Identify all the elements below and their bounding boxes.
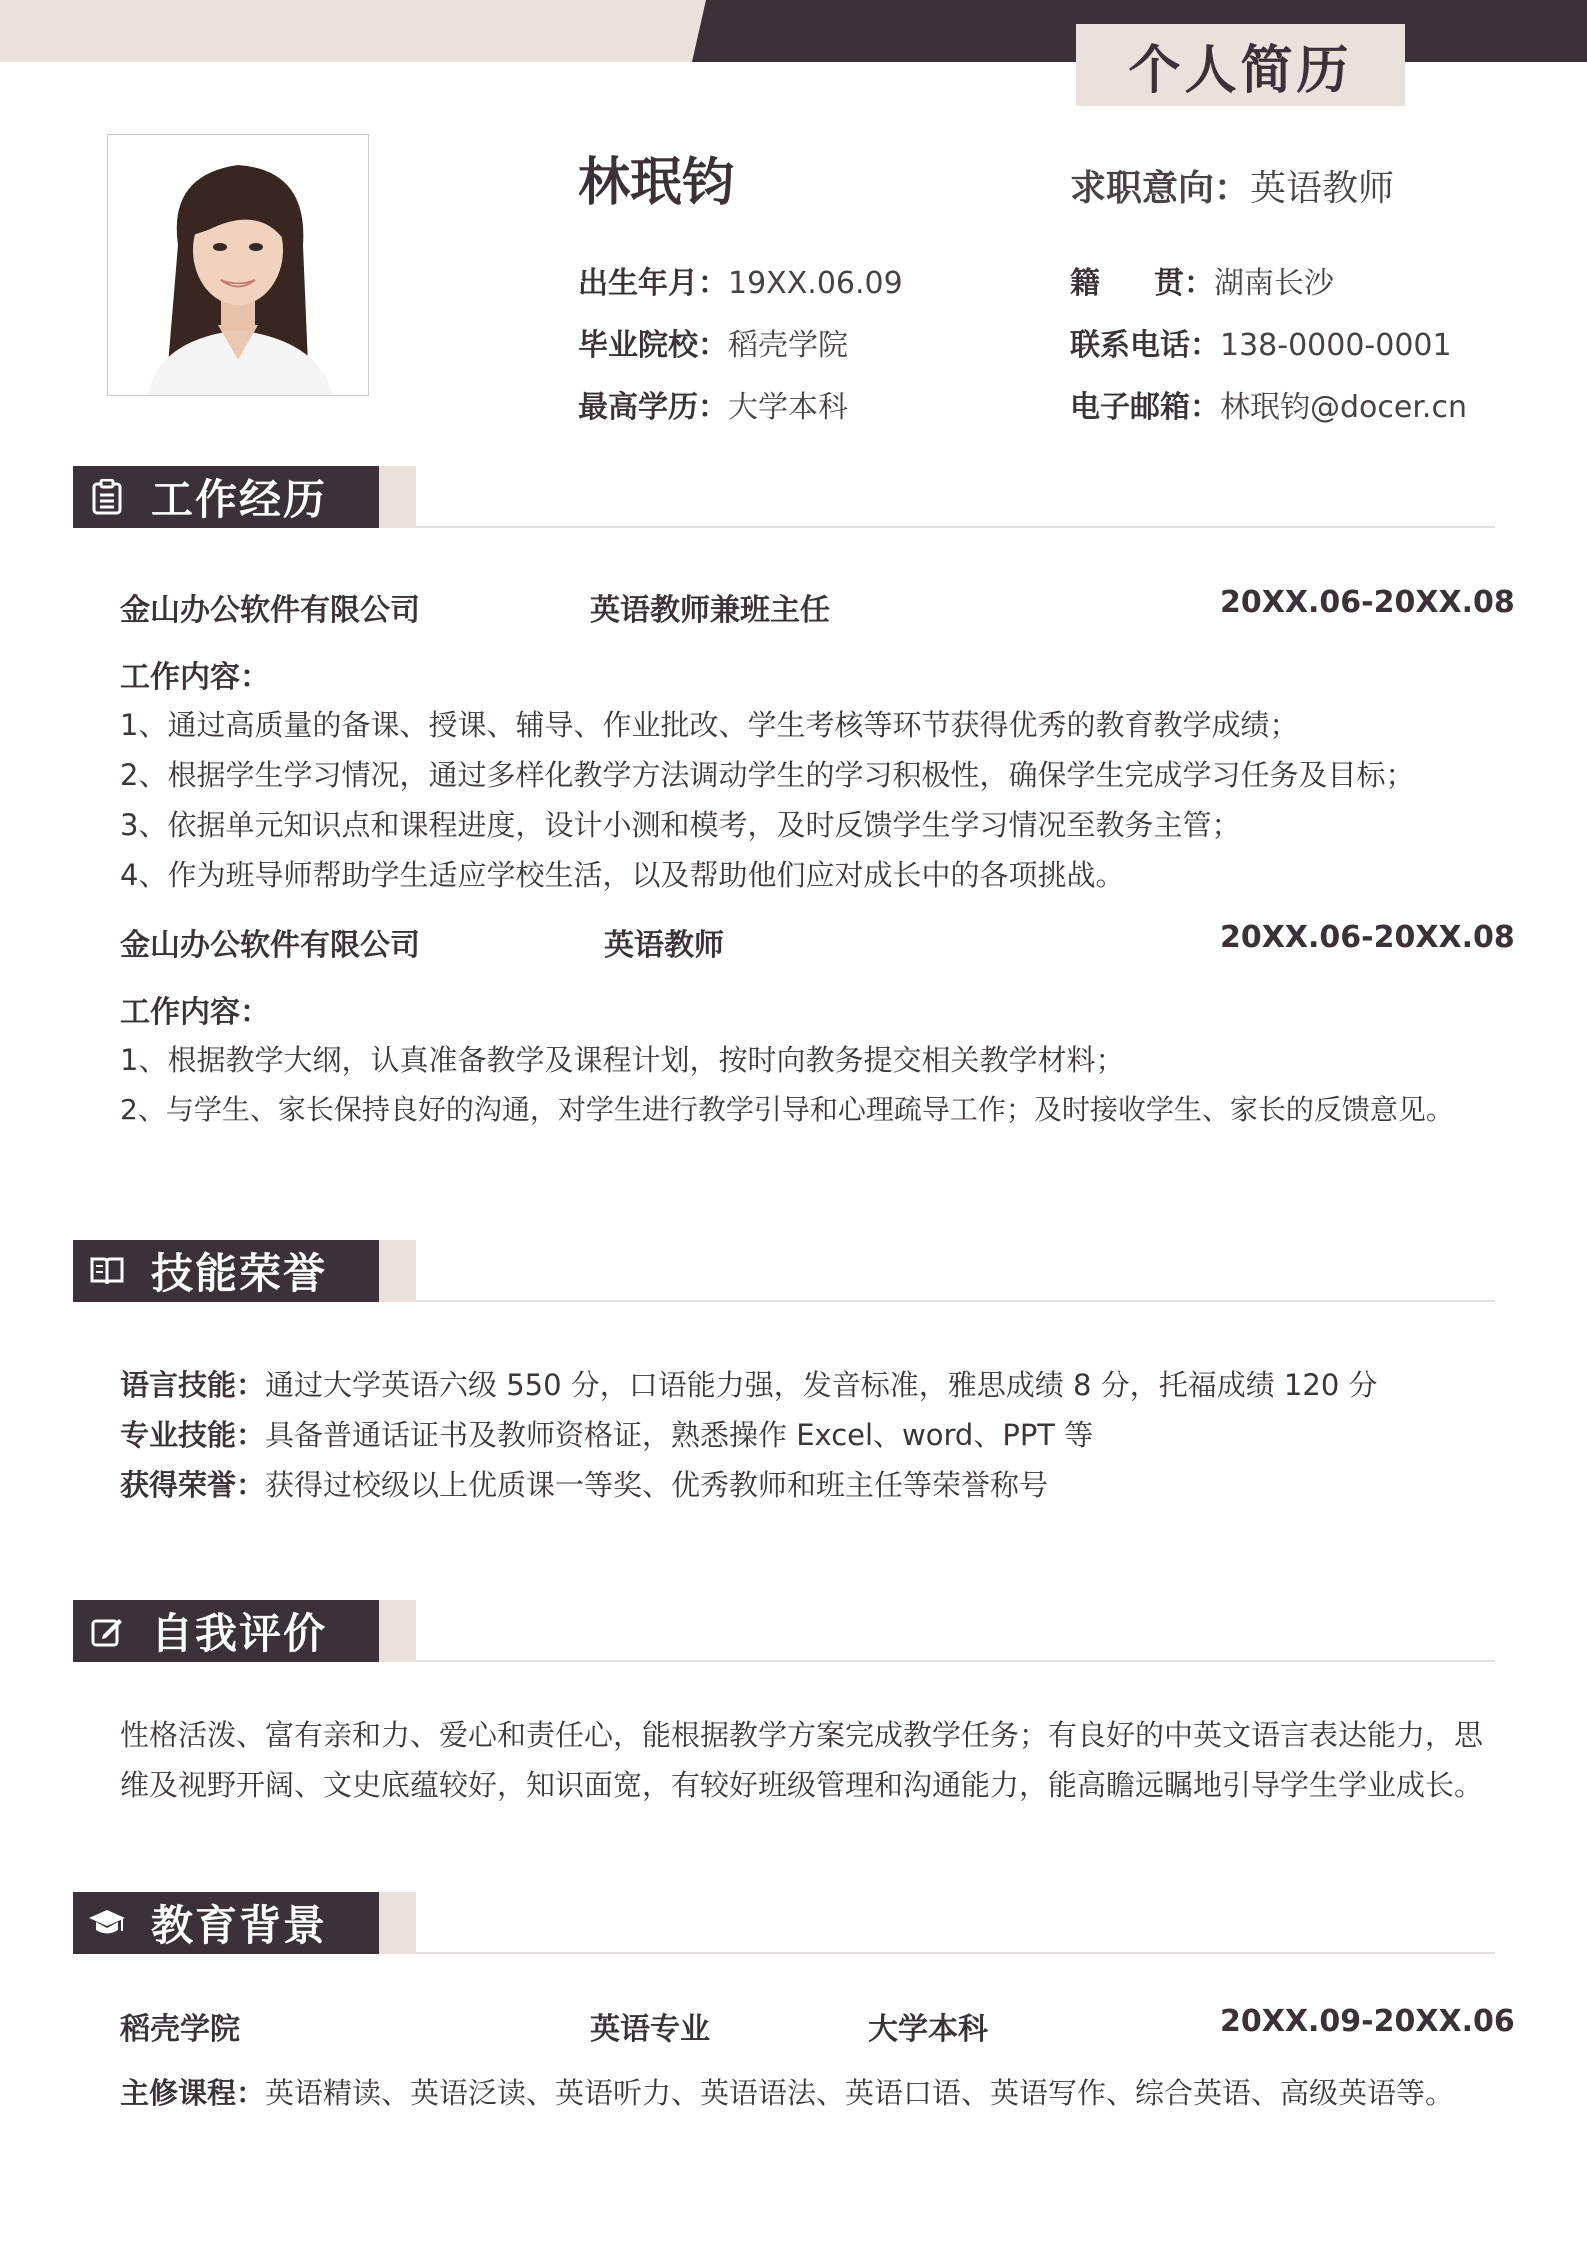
profile-photo	[107, 134, 369, 396]
edu-degree: 大学本科	[868, 2012, 988, 2047]
book-icon	[87, 1251, 127, 1291]
native-row	[1070, 258, 1334, 302]
phone-label: 联系电话：	[1070, 328, 1220, 363]
edu-courses-label: 主修课程：	[120, 2076, 266, 2110]
portrait-image	[108, 135, 368, 395]
job1-content-label: 工作内容：	[120, 660, 270, 695]
clipboard-icon	[87, 477, 127, 517]
job1-item-1: 1、通过高质量的备课、授课、辅导、作业批改、学生考核等环节获得优秀的教育教学成绩；	[120, 708, 1299, 742]
skill-row-2	[120, 1413, 1093, 1454]
phone-row	[1070, 320, 1452, 364]
edu-section-header	[73, 1892, 379, 1954]
skills-section-header	[73, 1240, 379, 1302]
email-value: 林珉钧@docer.cn	[1220, 390, 1467, 425]
job1-item-2: 2、根据学生学习情况，通过多样化教学方法调动学生的学习积极性，确保学生完成学习任务及目标；	[120, 758, 1415, 792]
graduation-cap-icon	[87, 1903, 127, 1943]
degree-row	[578, 382, 848, 426]
skill-value-2: 具备普通话证书及教师资格证，熟悉操作 Excel、word、PPT 等	[265, 1418, 1094, 1452]
skill-label-1: 语言技能：	[120, 1368, 266, 1402]
edu-divider	[416, 1952, 1495, 1954]
job-objective	[1070, 160, 1394, 211]
job2-item-1: 1、根据教学大纲，认真准备教学及课程计划，按时向教务提交相关教学材料；	[120, 1043, 1125, 1077]
self-eval-line-2: 维及视野开阔、文史底蕴较好，知识面宽，有较好班级管理和沟通能力，能高瞻远瞩地引导学生学业成长。	[120, 1768, 1484, 1802]
edit-icon	[87, 1611, 127, 1651]
skill-label-2: 专业技能：	[120, 1418, 266, 1452]
phone-value: 138-0000-0001	[1220, 328, 1452, 363]
job1-period: 20XX.06-20XX.08	[1220, 585, 1515, 620]
skill-label-3: 获得荣誉：	[120, 1468, 266, 1502]
email-row	[1070, 382, 1467, 426]
email-label: 电子邮箱：	[1070, 390, 1220, 425]
native-label-a: 籍	[1070, 266, 1100, 301]
edu-school: 稻壳学院	[120, 2012, 240, 2047]
candidate-name: 林珉钧	[578, 153, 735, 213]
school-value: 稻壳学院	[728, 328, 848, 363]
job1-role: 英语教师兼班主任	[590, 593, 830, 628]
work-section-title: 工作经历	[151, 475, 328, 524]
job2-content-label: 工作内容：	[120, 995, 270, 1030]
job2-item-2: 2、与学生、家长保持良好的沟通，对学生进行教学引导和心理疏导工作；及时接收学生、家长的反馈意见。	[120, 1093, 1454, 1126]
self-section-title: 自我评价	[151, 1609, 328, 1658]
edu-section-title: 教育背景	[151, 1901, 328, 1950]
job2-company: 金山办公软件有限公司	[120, 928, 420, 963]
edu-period: 20XX.09-20XX.06	[1220, 2004, 1515, 2039]
work-section-header	[73, 466, 379, 528]
document-title: 个人简历	[1076, 24, 1405, 106]
job2-period: 20XX.06-20XX.08	[1220, 920, 1515, 955]
edu-courses-value: 英语精读、英语泛读、英语听力、英语语法、英语口语、英语写作、综合英语、高级英语等。	[265, 2076, 1455, 2110]
native-value: 湖南长沙	[1214, 266, 1334, 301]
self-section-header	[73, 1600, 379, 1662]
skill-value-3: 获得过校级以上优质课一等奖、优秀教师和班主任等荣誉称号	[265, 1468, 1049, 1502]
objective-value: 英语教师	[1250, 168, 1395, 209]
birth-label: 出生年月：	[578, 266, 728, 301]
job1-company: 金山办公软件有限公司	[120, 593, 420, 628]
skills-section-title: 技能荣誉	[151, 1249, 328, 1298]
degree-label: 最高学历：	[578, 390, 728, 425]
job2-role: 英语教师	[604, 928, 724, 963]
job1-item-4: 4、作为班导师帮助学生适应学校生活，以及帮助他们应对成长中的各项挑战。	[120, 858, 1125, 892]
skills-divider	[416, 1300, 1495, 1302]
self-eval-line-1: 性格活泼、富有亲和力、爱心和责任心，能根据教学方案完成教学任务；有良好的中英文语言表达能力，思	[120, 1718, 1484, 1752]
edu-major: 英语专业	[590, 2012, 710, 2047]
skill-value-1: 通过大学英语六级 550 分，口语能力强，发音标准，雅思成绩 8 分，托福成绩 120 分	[265, 1368, 1378, 1402]
job1-item-3: 3、依据单元知识点和课程进度，设计小测和模考，及时反馈学生学习情况至教务主管；	[120, 808, 1241, 842]
skill-row-3	[120, 1463, 1048, 1504]
self-divider	[416, 1660, 1495, 1662]
birth-value: 19XX.06.09	[728, 266, 903, 301]
degree-value: 大学本科	[728, 390, 848, 425]
birth-row	[578, 258, 903, 302]
objective-label: 求职意向：	[1070, 168, 1251, 209]
school-row	[578, 320, 848, 364]
native-label-b: 贯：	[1154, 266, 1214, 301]
work-divider	[416, 526, 1495, 528]
school-label: 毕业院校：	[578, 328, 728, 363]
skill-row-1	[120, 1363, 1377, 1404]
edu-courses-row	[120, 2071, 1454, 2112]
